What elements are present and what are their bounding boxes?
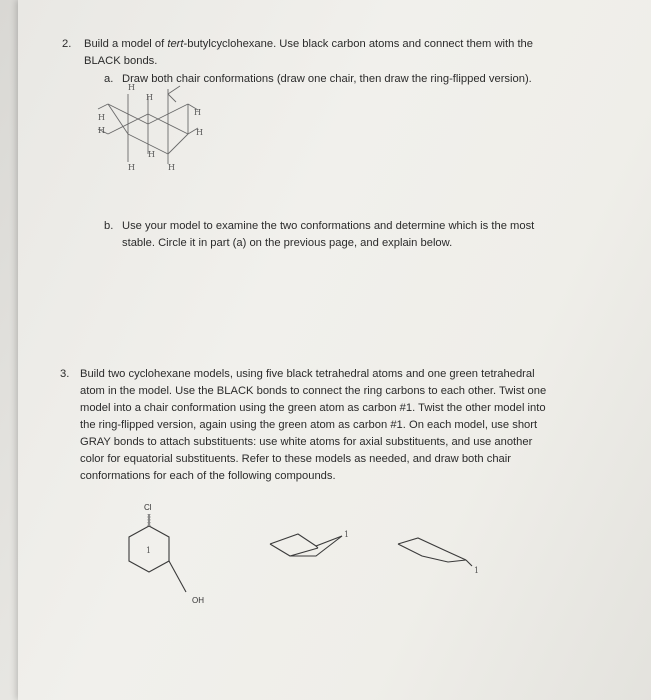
oh-label: OH — [192, 596, 204, 605]
q2a-label: a. — [104, 73, 114, 85]
handwritten-h: H — [194, 108, 201, 117]
q2-line1: Build a model of tert-butylcyclohexane. Use black carbon atoms and connect them with the — [84, 38, 533, 50]
handwritten-h: H — [146, 93, 153, 102]
chair2-carbon-1-label: 1 — [474, 566, 480, 575]
q2b-label: b. — [104, 220, 114, 232]
q3-line: GRAY bonds to attach substituents: use white atoms for axial substituents, and use another — [80, 436, 533, 448]
q3-number: 3. — [60, 368, 70, 380]
handwritten-h: H — [128, 83, 135, 92]
q2b-line1: Use your model to examine the two conformations and determine which is the most — [122, 220, 535, 232]
handwritten-h: H — [148, 150, 155, 159]
chair1-carbon-1-label: 1 — [344, 530, 350, 539]
chair-conformation-2 — [396, 536, 486, 576]
q2-line2: BLACK bonds. — [84, 55, 158, 67]
ring-carbon-1-label: 1 — [146, 546, 152, 555]
handwritten-h: H — [168, 163, 175, 172]
handwritten-h: H — [98, 126, 105, 135]
worksheet-page — [18, 0, 651, 700]
q3-line: atom in the model. Use the BLACK bonds to connect the ring carbons to each other. Twist one — [80, 385, 547, 397]
handwritten-h: H — [196, 128, 203, 137]
cl-label: Cl — [144, 503, 152, 512]
handwritten-h: H — [128, 163, 135, 172]
q3-line: conformations for each of the following compounds. — [80, 470, 336, 482]
handwritten-h: H — [98, 113, 105, 122]
q3-line: model into a chair conformation using the green atom as carbon #1. Twist the other model into — [80, 402, 546, 414]
q3-line: Build two cyclohexane models, using five black tetrahedral atoms and one green tetrahedral — [80, 368, 535, 380]
q2a-text: Draw both chair conformations (draw one chair, then draw the ring-flipped version). — [122, 73, 532, 85]
q2b-line2: stable. Circle it in part (a) on the previous page, and explain below. — [122, 237, 453, 249]
q2-number: 2. — [62, 38, 72, 50]
q3-line: the ring-flipped version, again using the green atom as carbon #1. On each model, use short — [80, 419, 538, 431]
q3-line: color for equatorial substituents. Refer to these models as needed, and draw both chair — [80, 453, 511, 465]
cyclohexane-structure — [114, 500, 204, 610]
